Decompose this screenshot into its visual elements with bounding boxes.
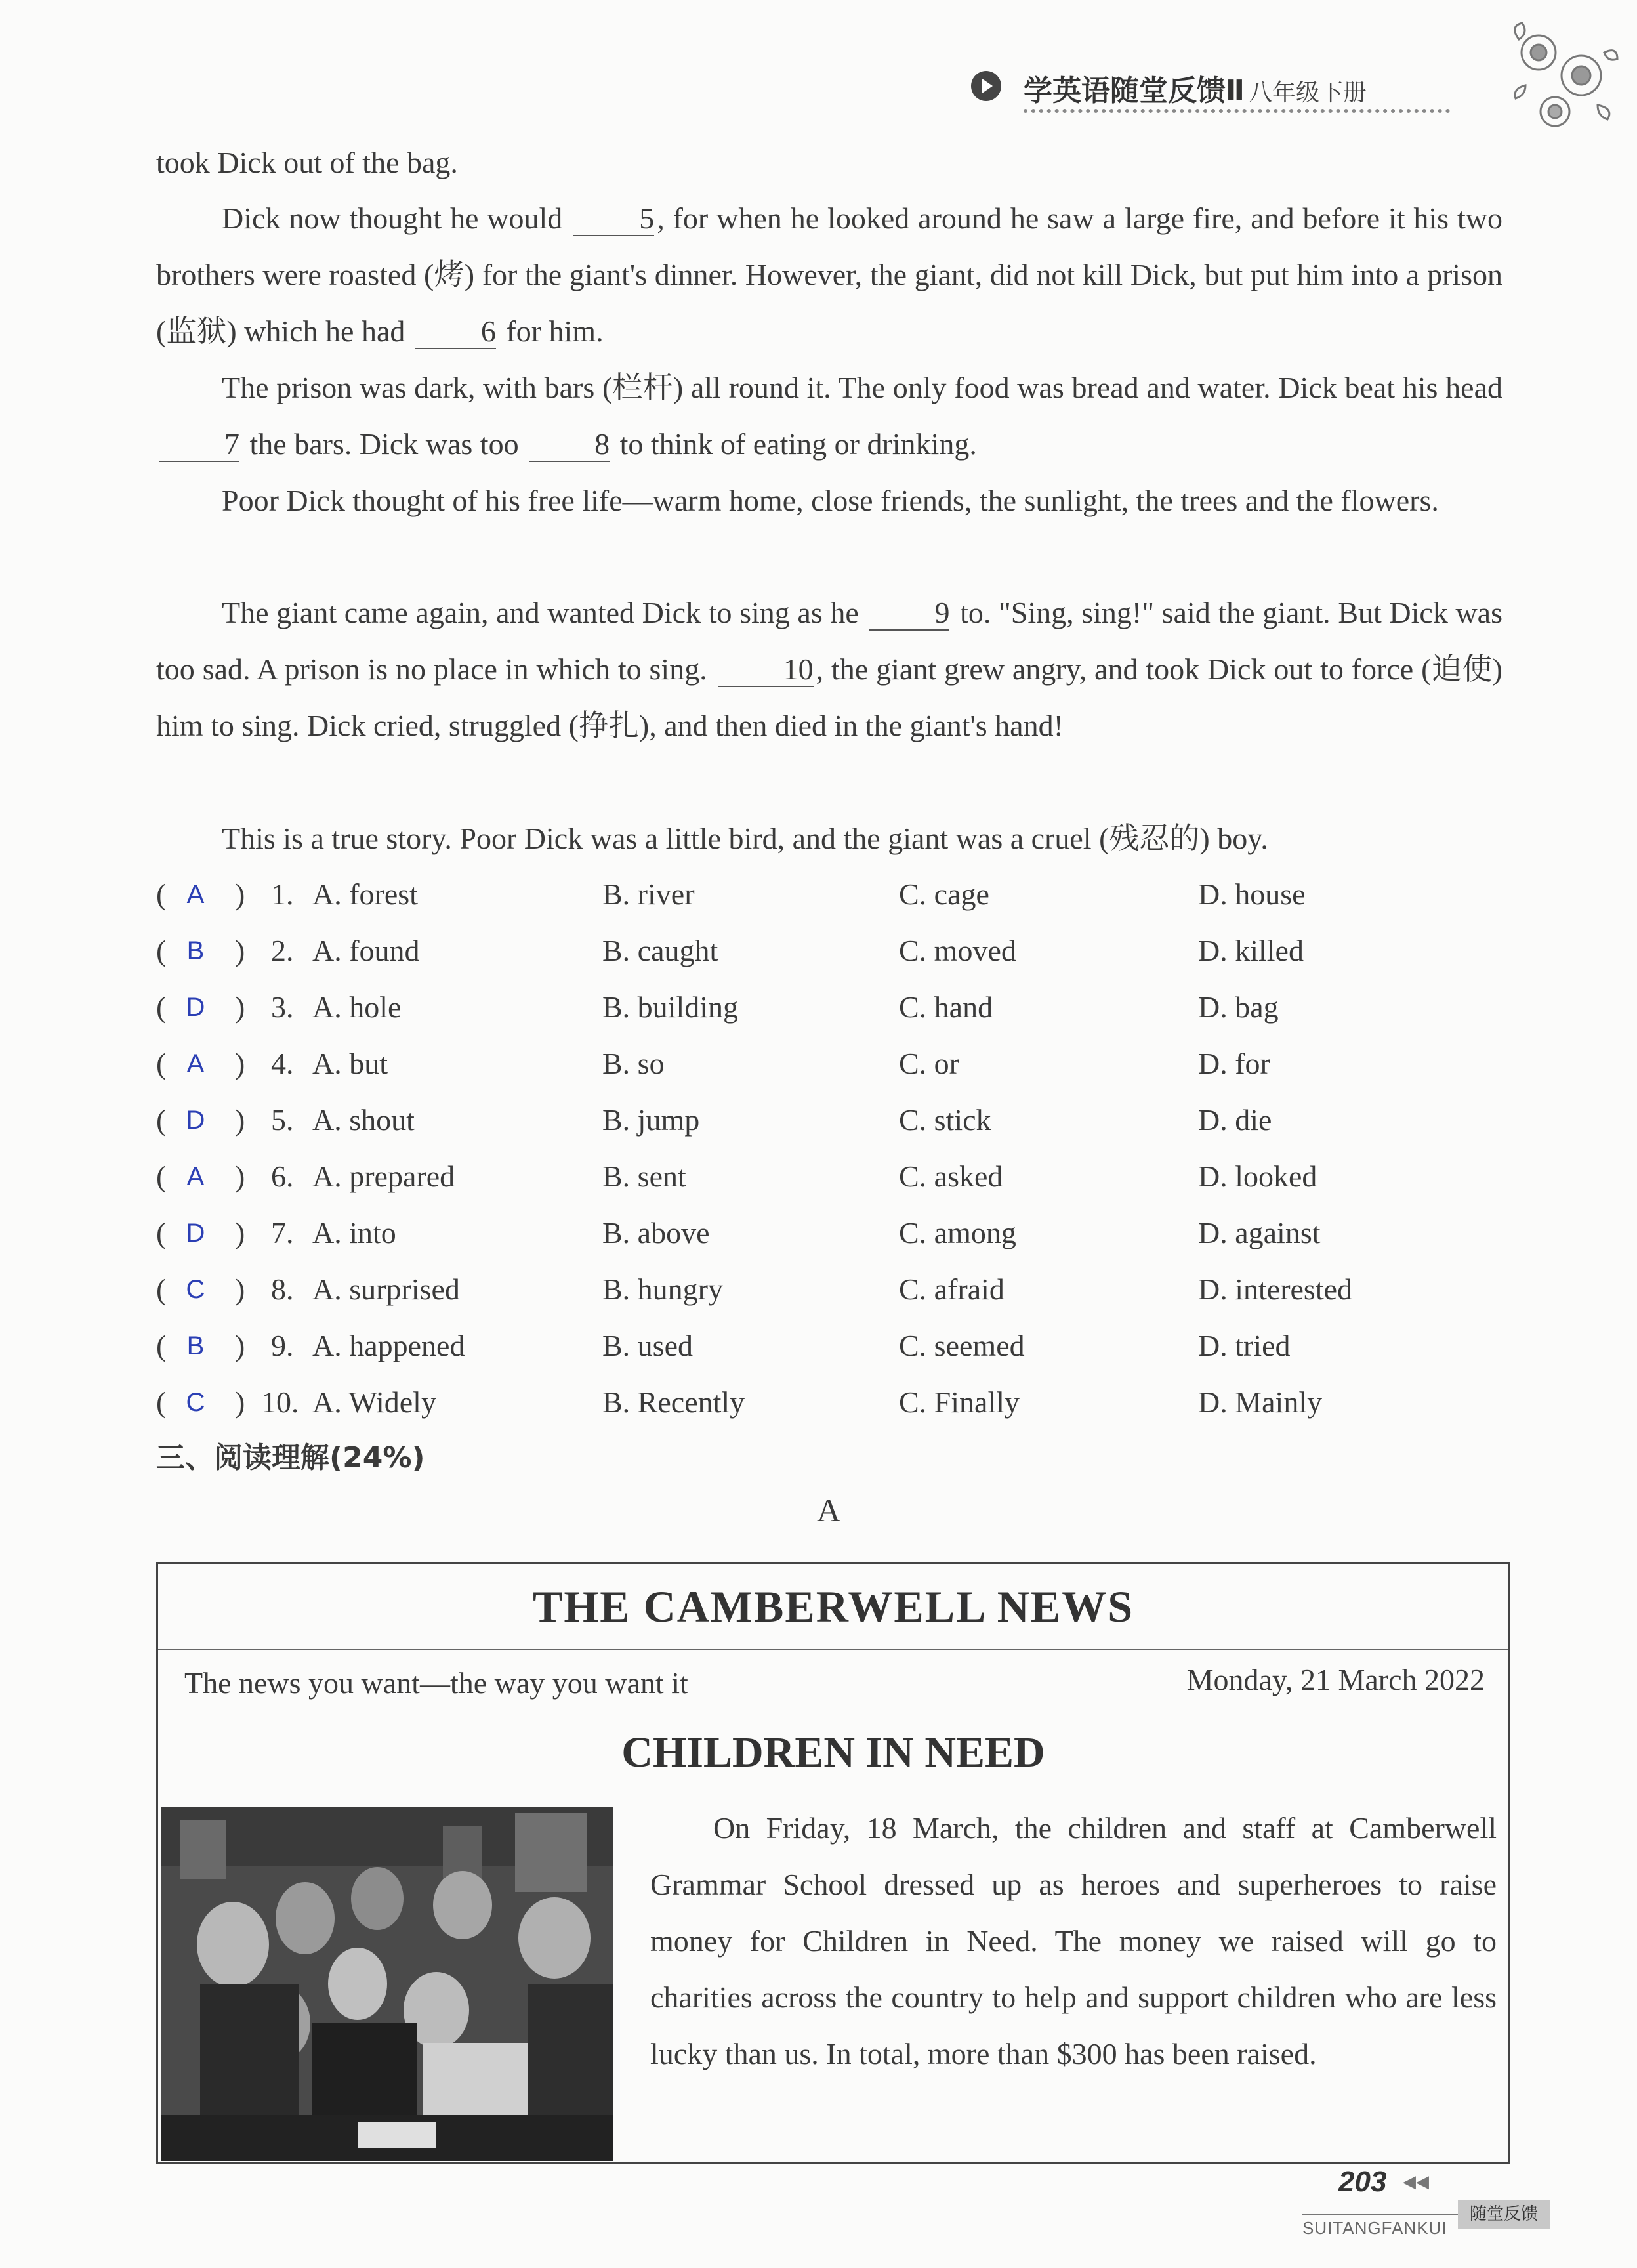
passage-line-0: took Dick out of the bag. bbox=[156, 146, 458, 179]
question-row: ( A ) 6. A. prepared B. sent C. asked D. looked bbox=[156, 1148, 1508, 1205]
answer-mark: B bbox=[186, 936, 205, 965]
blank-5: 5 bbox=[573, 202, 654, 236]
option-a: A. forest bbox=[312, 877, 418, 911]
answer-mark: C bbox=[186, 1275, 205, 1304]
play-icon bbox=[971, 71, 1001, 101]
answer-mark: C bbox=[186, 1388, 205, 1417]
option-a: A. found bbox=[312, 934, 420, 967]
option-d: D. killed bbox=[1198, 934, 1304, 967]
option-b: B. river bbox=[602, 877, 695, 911]
option-c: C. Finally bbox=[899, 1385, 1020, 1419]
article-body: On Friday, 18 March, the children and staff at Camberwell Grammar School dressed up as heroes and superheroes to raise money for Children in Need. The money we raised will go to charities across the country to help and support children who are less lucky than us. In total, more than $300 has been raised. bbox=[650, 1811, 1497, 2070]
option-b: B. above bbox=[602, 1216, 710, 1250]
option-c: C. among bbox=[899, 1216, 1016, 1250]
option-a: A. but bbox=[312, 1047, 388, 1080]
option-c: C. hand bbox=[899, 990, 993, 1024]
book-subtitle: 八年级下册 bbox=[1248, 79, 1367, 106]
option-c: C. cage bbox=[899, 877, 989, 911]
option-b: B. building bbox=[602, 990, 739, 1024]
newspaper-date: Monday, 21 March 2022 bbox=[1186, 1663, 1485, 1696]
option-c: C. asked bbox=[899, 1160, 1003, 1193]
question-row: ( C ) 10. A. Widely B. Recently C. Finally D. Mainly bbox=[156, 1374, 1508, 1431]
options-list bbox=[156, 866, 1508, 1431]
answer-mark: B bbox=[186, 1332, 205, 1360]
option-b: B. so bbox=[602, 1047, 665, 1080]
option-b: B. jump bbox=[602, 1103, 700, 1137]
option-b: B. sent bbox=[602, 1160, 686, 1193]
newspaper-box bbox=[156, 1562, 1510, 2164]
section-heading: 三、阅读理解(24%) bbox=[156, 1441, 425, 1475]
page-header bbox=[971, 60, 1470, 113]
option-d: D. tried bbox=[1198, 1329, 1291, 1362]
question-row: ( A ) 4. A. but B. so C. or D. for bbox=[156, 1036, 1508, 1092]
passage-paragraph-3: Poor Dick thought of his free life—warm home, close friends, the sunlight, the trees and the flowers. bbox=[222, 484, 1439, 517]
newspaper-tagline: The news you want—the way you want it bbox=[184, 1666, 688, 1700]
option-d: D. looked bbox=[1198, 1160, 1317, 1193]
option-d: D. die bbox=[1198, 1103, 1272, 1137]
double-arrow-icon: ◀◀ bbox=[1403, 2172, 1429, 2191]
option-d: D. house bbox=[1198, 877, 1306, 911]
option-d: D. for bbox=[1198, 1047, 1270, 1080]
newspaper-masthead: THE CAMBERWELL NEWS bbox=[158, 1564, 1508, 1650]
option-a: A. hole bbox=[312, 990, 402, 1024]
answer-mark: D bbox=[186, 993, 205, 1022]
book-title: 学英语随堂反馈Ⅱ 八年级下册 bbox=[1024, 74, 1367, 108]
option-b: B. hungry bbox=[602, 1272, 723, 1306]
question-row: ( C ) 8. A. surprised B. hungry C. afraid D. interested bbox=[156, 1261, 1508, 1318]
option-c: C. afraid bbox=[899, 1272, 1005, 1306]
option-d: D. against bbox=[1198, 1216, 1321, 1250]
question-row: ( D ) 3. A. hole B. building C. hand D. bag bbox=[156, 979, 1508, 1036]
passage-paragraph-1: Dick now thought he would 5, for when he looked around he saw a large fire, and before it his two brothers were roasted (烤) for the giant's dinner. However, the giant, did not kill Dick, but put him into a prison (监狱) which he had 6 for him. bbox=[156, 201, 1502, 348]
option-b: B. used bbox=[602, 1329, 693, 1362]
footer-brand-cn: 随堂反馈 bbox=[1458, 2200, 1550, 2229]
answer-mark: D bbox=[186, 1219, 205, 1248]
option-a: A. into bbox=[312, 1216, 396, 1250]
answer-mark: D bbox=[186, 1106, 205, 1135]
option-d: D. interested bbox=[1198, 1272, 1353, 1306]
answer-mark: A bbox=[186, 880, 205, 909]
option-b: B. Recently bbox=[602, 1385, 745, 1419]
question-row: ( A ) 1. A. forest B. river C. cage D. house bbox=[156, 866, 1508, 923]
option-c: C. moved bbox=[899, 934, 1016, 967]
blank-10: 10 bbox=[718, 653, 814, 687]
passage-letter: A bbox=[817, 1492, 841, 1528]
passage-paragraph-2: The prison was dark, with bars (栏杆) all round it. The only food was bread and water. Dick beat his head 7 the bars. Dick was too 8 to think of eating or drinking. bbox=[156, 360, 1502, 472]
option-d: D. Mainly bbox=[1198, 1385, 1323, 1419]
page-number: 203 bbox=[1338, 2166, 1387, 2198]
question-row: ( B ) 9. A. happened B. used C. seemed D. tried bbox=[156, 1318, 1508, 1374]
passage-paragraph-5: This is a true story. Poor Dick was a little bird, and the giant was a cruel (残忍的) boy. bbox=[222, 822, 1268, 855]
option-a: A. happened bbox=[312, 1329, 465, 1362]
option-c: C. stick bbox=[899, 1103, 991, 1137]
article-photo bbox=[161, 1807, 613, 2161]
article-headline: CHILDREN IN NEED bbox=[621, 1729, 1045, 1776]
option-a: A. Widely bbox=[312, 1385, 436, 1419]
blank-8: 8 bbox=[529, 428, 610, 462]
question-row: ( D ) 7. A. into B. above C. among D. against bbox=[156, 1205, 1508, 1261]
option-d: D. bag bbox=[1198, 990, 1279, 1024]
passage-paragraph-4: The giant came again, and wanted Dick to sing as he 9 to. "Sing, sing!" said the giant. But Dick was too sad. A prison is no place in which to sing. 10, the giant grew angry, and took Dick out to force (迫使) him to sing. Dick cried, struggled (挣扎), and then died in the giant's hand! bbox=[156, 596, 1502, 742]
option-c: C. or bbox=[899, 1047, 959, 1080]
option-a: A. shout bbox=[312, 1103, 415, 1137]
answer-mark: A bbox=[186, 1162, 205, 1191]
blank-9: 9 bbox=[869, 597, 949, 631]
answer-mark: A bbox=[186, 1049, 205, 1078]
option-b: B. caught bbox=[602, 934, 718, 967]
option-a: A. prepared bbox=[312, 1160, 455, 1193]
footer-brand-en: SUITANGFANKUI bbox=[1302, 2218, 1447, 2238]
option-a: A. surprised bbox=[312, 1272, 460, 1306]
footer-rule bbox=[1302, 2214, 1460, 2216]
question-row: ( B ) 2. A. found B. caught C. moved D. killed bbox=[156, 923, 1508, 979]
blank-7: 7 bbox=[159, 428, 239, 462]
option-c: C. seemed bbox=[899, 1329, 1025, 1362]
header-dotted-rule bbox=[1024, 109, 1450, 113]
question-row: ( D ) 5. A. shout B. jump C. stick D. die bbox=[156, 1092, 1508, 1148]
flower-decoration-icon bbox=[1493, 13, 1624, 144]
blank-6: 6 bbox=[415, 315, 496, 349]
